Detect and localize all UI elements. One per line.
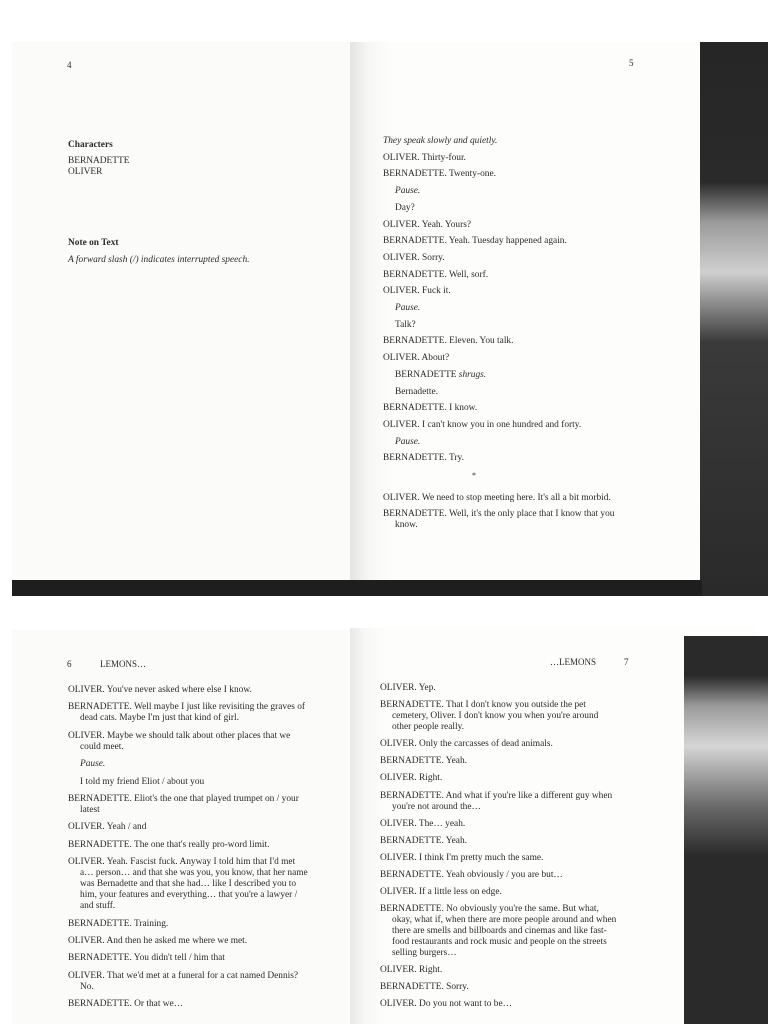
dialogue-continuation: and stuff. — [80, 901, 116, 912]
stage-direction: Pause. — [80, 759, 106, 770]
stage-direction: I told my friend Eliot / about you — [80, 776, 205, 787]
dialogue-continuation: other people really. — [392, 722, 465, 733]
dialogue-line: OLIVER. Yep. — [380, 683, 436, 693]
dialogue-line: BERNADETTE. Well maybe I just like revisiting the graves of — [68, 702, 306, 713]
dialogue-continuation: selling burgers… — [392, 948, 457, 959]
dialogue-line: OLIVER. Right. — [380, 773, 443, 784]
dialogue-continuation: a… person… and that she was you, you know, that her name — [80, 868, 308, 879]
running-head: LEMONS… — [100, 659, 147, 669]
dialogue-line: OLIVER. I can't know you in one hundred and forty. — [383, 419, 582, 430]
dialogue-line: OLIVER. I think I'm pretty much the same. — [380, 852, 544, 863]
dialogue-line: OLIVER. Do you not want to be… — [380, 999, 513, 1010]
dialogue-line: BERNADETTE. Yeah obviously / you are but… — [380, 869, 563, 880]
stage-direction: Day? — [395, 202, 415, 213]
stage-direction: Pause. — [395, 303, 421, 313]
dialogue-line: OLIVER. Maybe we should talk about other places that we — [68, 730, 291, 741]
dialogue-line: BERNADETTE. Yeah. — [380, 835, 467, 846]
dialogue-continuation: him, your features and everything… that you're a lawyer / — [80, 890, 298, 901]
dialogue-continuation: you're not around the… — [392, 801, 481, 812]
scene-break: * — [472, 471, 476, 480]
character-name: OLIVER — [68, 167, 103, 177]
running-head: …LEMONS — [550, 657, 597, 667]
dialogue-line: BERNADETTE. Well, sorf. — [383, 269, 489, 280]
page-number: 4 — [67, 60, 72, 70]
dialogue-line: BERNADETTE. No obviously you're the same. But what, — [380, 904, 599, 915]
dialogue-line: BERNADETTE. Or that we… — [68, 999, 184, 1010]
direction-text: shrugs. — [458, 369, 487, 380]
dialogue-line: BERNADETTE. I know. — [383, 403, 478, 414]
dialogue-line: OLIVER. Sorry. — [383, 252, 445, 263]
page-5 — [350, 42, 754, 582]
dialogue-continuation: was Bernadette and that she had… like I described you to — [80, 879, 297, 890]
dialogue-continuation: latest — [80, 805, 100, 815]
scan-dark-edge — [700, 42, 768, 596]
dialogue-continuation: know. — [395, 520, 418, 531]
page-number: 7 — [624, 657, 629, 667]
stage-direction: Pause. — [395, 436, 421, 447]
page-number: 5 — [629, 58, 634, 68]
stage-direction — [395, 370, 486, 381]
dialogue-line: BERNADETTE. The one that's really pro-word limit. — [68, 839, 270, 850]
dialogue-line: BERNADETTE. You didn't tell / him that — [68, 953, 225, 964]
dialogue-continuation: cemetery, Oliver. I don't know you when you're around — [392, 711, 599, 722]
page-4 — [12, 42, 350, 582]
page-6 — [12, 630, 350, 1024]
dialogue-line: BERNADETTE. Well, it's the only place that I know that you — [383, 509, 615, 520]
character-name: BERNADETTE — [395, 369, 459, 380]
note-heading: Note on Text — [68, 238, 119, 248]
character-name: BERNADETTE — [68, 156, 130, 166]
dialogue-continuation: food restaurants and rock music and people on the streets — [392, 937, 607, 948]
stage-direction: Pause. — [395, 186, 421, 197]
dialogue-line: OLIVER. We need to stop meeting here. It's all a bit morbid. — [383, 492, 611, 503]
dialogue-line: OLIVER. The… yeah. — [380, 818, 466, 829]
dialogue-line: OLIVER. Yeah / and — [68, 822, 147, 833]
dialogue-line: OLIVER. About? — [383, 353, 450, 364]
dialogue-line: OLIVER. Yeah. Yours? — [383, 219, 472, 230]
dialogue-line: BERNADETTE. Yeah. — [380, 756, 467, 767]
dialogue-line: BERNADETTE. Sorry. — [380, 982, 469, 993]
dialogue-line: OLIVER. Only the carcasses of dead animals. — [380, 739, 553, 750]
note-text: A forward slash (/) indicates interrupted speech. — [68, 255, 250, 265]
scan-shadow — [12, 580, 702, 596]
characters-heading: Characters — [68, 140, 113, 150]
dialogue-line: OLIVER. And then he asked me where we met. — [68, 936, 248, 946]
dialogue-continuation: there are smells and billboards and cinemas and like fast- — [392, 926, 607, 937]
dialogue-line: BERNADETTE. Training. — [68, 918, 169, 929]
dialogue-line: BERNADETTE. Twenty-one. — [383, 169, 496, 180]
page-number: 6 — [67, 659, 72, 669]
dialogue-line: OLIVER. Yeah. Fascist fuck. Anyway I told him that I'd met — [68, 857, 296, 868]
dialogue-continuation: okay, what if, when there are more people around and when — [392, 915, 617, 926]
scan-dark-edge — [684, 636, 768, 1024]
dialogue-line: They speak slowly and quietly. — [383, 136, 498, 146]
dialogue-line: OLIVER. Fuck it. — [383, 286, 451, 297]
stage-direction: Talk? — [395, 319, 416, 330]
stage-direction: Bernadette. — [395, 386, 438, 397]
dialogue-line: OLIVER. That we'd met at a funeral for a cat named Dennis? — [68, 970, 299, 981]
dialogue-line: BERNADETTE. Yeah. Tuesday happened again. — [383, 236, 567, 247]
dialogue-line: OLIVER. If a little less on edge. — [380, 887, 502, 897]
dialogue-line: BERNADETTE. Try. — [383, 453, 464, 464]
dialogue-line: OLIVER. Right. — [380, 965, 443, 976]
dialogue-line: BERNADETTE. And what if you're like a different guy when — [380, 790, 613, 801]
dialogue-line: BERNADETTE. That I don't know you outside the pet — [380, 700, 586, 711]
bottom-spread — [0, 604, 768, 1024]
dialogue-line: OLIVER. You've never asked where else I know. — [68, 685, 252, 695]
dialogue-continuation: dead cats. Maybe I'm just that kind of girl. — [80, 713, 239, 724]
dialogue-line: OLIVER. Thirty-four. — [383, 152, 466, 163]
dialogue-line: BERNADETTE. Eleven. You talk. — [383, 336, 514, 347]
dialogue-continuation: could meet. — [80, 741, 124, 752]
dialogue-line: BERNADETTE. Eliot's the one that played trumpet on / your — [68, 794, 299, 804]
dialogue-continuation: No. — [80, 981, 94, 992]
